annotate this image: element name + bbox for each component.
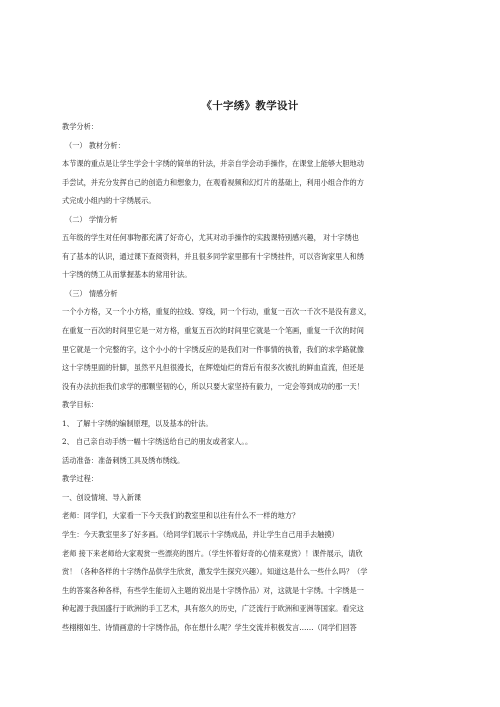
section-heading-teaching-process: 教学过程：: [62, 474, 98, 484]
subsection-heading-student-analysis: （二） 学情分析: [65, 214, 118, 224]
dialogue-line: 学生：今天教室里多了好多画。（给同学们展示十字绣成品，并让学生自己用手去触摸）: [62, 530, 339, 540]
subsection-heading-material-analysis: （一） 教材分析：: [65, 140, 125, 150]
paragraph-line: 没有办法抗拒我们求学的那颗坚韧的心，所以只要大家坚持有毅力，一定会等到成功的那一天！: [62, 381, 364, 391]
dialogue-line: 老师：同学们，大家看一下今天我们的教室里和以往有什么不一样的地方？: [62, 511, 300, 521]
paragraph-line: 本节课的重点是让学生学会十字绣的简单的针法，并亲自学会动手操作，在课堂上能够大胆地动: [62, 159, 364, 169]
section-heading-teaching-goals: 教学目标：: [62, 400, 98, 410]
goal-item: 2、 自己亲自动手绣一幅十字绣送给自己的朋友或者家人。。: [62, 437, 253, 447]
paragraph-line: 一个小方格，又一个小方格，重复的拉线、穿线，同一个行动，重复一百次一千次不是没有意义，: [62, 307, 372, 317]
paragraph-line: 有了基本的认识，通过课下查阅资料，并且很多同学家里都有十字绣挂件，可以咨询家里人和绣: [62, 251, 364, 261]
paragraph-line: 老师 接下来老师给大家观赏一些漂亮的图片。（学生怀着好奇的心情来观赏）！课件展示，请欣: [62, 548, 363, 558]
section-heading-teaching-analysis: 教学分析：: [62, 122, 98, 131]
paragraph-line: 十字绣的绣工从而掌握基本的常用针法。: [62, 270, 192, 280]
paragraph-line: 这十字绣里面的针脚，虽然平凡但很漫长，在辉煌灿烂的背后有很多次被扎的鲜血直流，但还是: [62, 363, 364, 373]
activity-preparation: 活动准备：准备刺绣工具及绣布绣线。: [62, 455, 185, 465]
step-heading: 一、创设情境、导入新课: [62, 492, 142, 502]
paragraph-line: 种起源于我国盛行于欧洲的手工艺术，具有悠久的历史，广泛流行于欧洲和亚洲等国家。看完这: [62, 604, 364, 614]
paragraph-line: 赏！（各种各样的十字绣作品供学生欣赏，激发学生探究兴趣）。知道这是什么一些什么吗？（学: [62, 567, 368, 577]
paragraph-line: 式完成小组内的十字绣展示。: [62, 196, 156, 206]
paragraph-line: 五年级的学生对任何事物都充满了好奇心，尤其对动手操作的实践课特别感兴趣， 对十字绣也: [62, 233, 359, 243]
paragraph-line: 些栩栩如生、诗情画意的十字绣作品，你在想什么呢？学生交流并积极发言……（同学们回答: [62, 622, 357, 632]
paragraph-line: 里它就是一个完整的字，这个小小的十字绣反应的是我们对一件事情的执着，我们的求学路就像: [62, 344, 364, 354]
document-title: 《十字绣》教学设计: [201, 100, 299, 112]
paragraph-line: 生的答案各种各样，有些学生能切入主题的说出是十字绣作品）对，这就是十字绣。十字绣是一: [62, 585, 364, 595]
subsection-heading-emotion-analysis: （三） 情感分析: [65, 288, 118, 298]
paragraph-line: 手尝试，并充分发挥自己的创造力和想象力，在观看视频和幻灯片的基础上，利用小组合作的方: [62, 177, 364, 187]
paragraph-line: 在重复一百次的时间里它是一对方格，重复五百次的时间里它就是一个笔画，重复一千次的时间: [62, 326, 364, 336]
goal-item: 1、 了解十字绣的编制原理，以及基本的针法。: [62, 418, 213, 428]
document-body: [62, 118, 442, 637]
